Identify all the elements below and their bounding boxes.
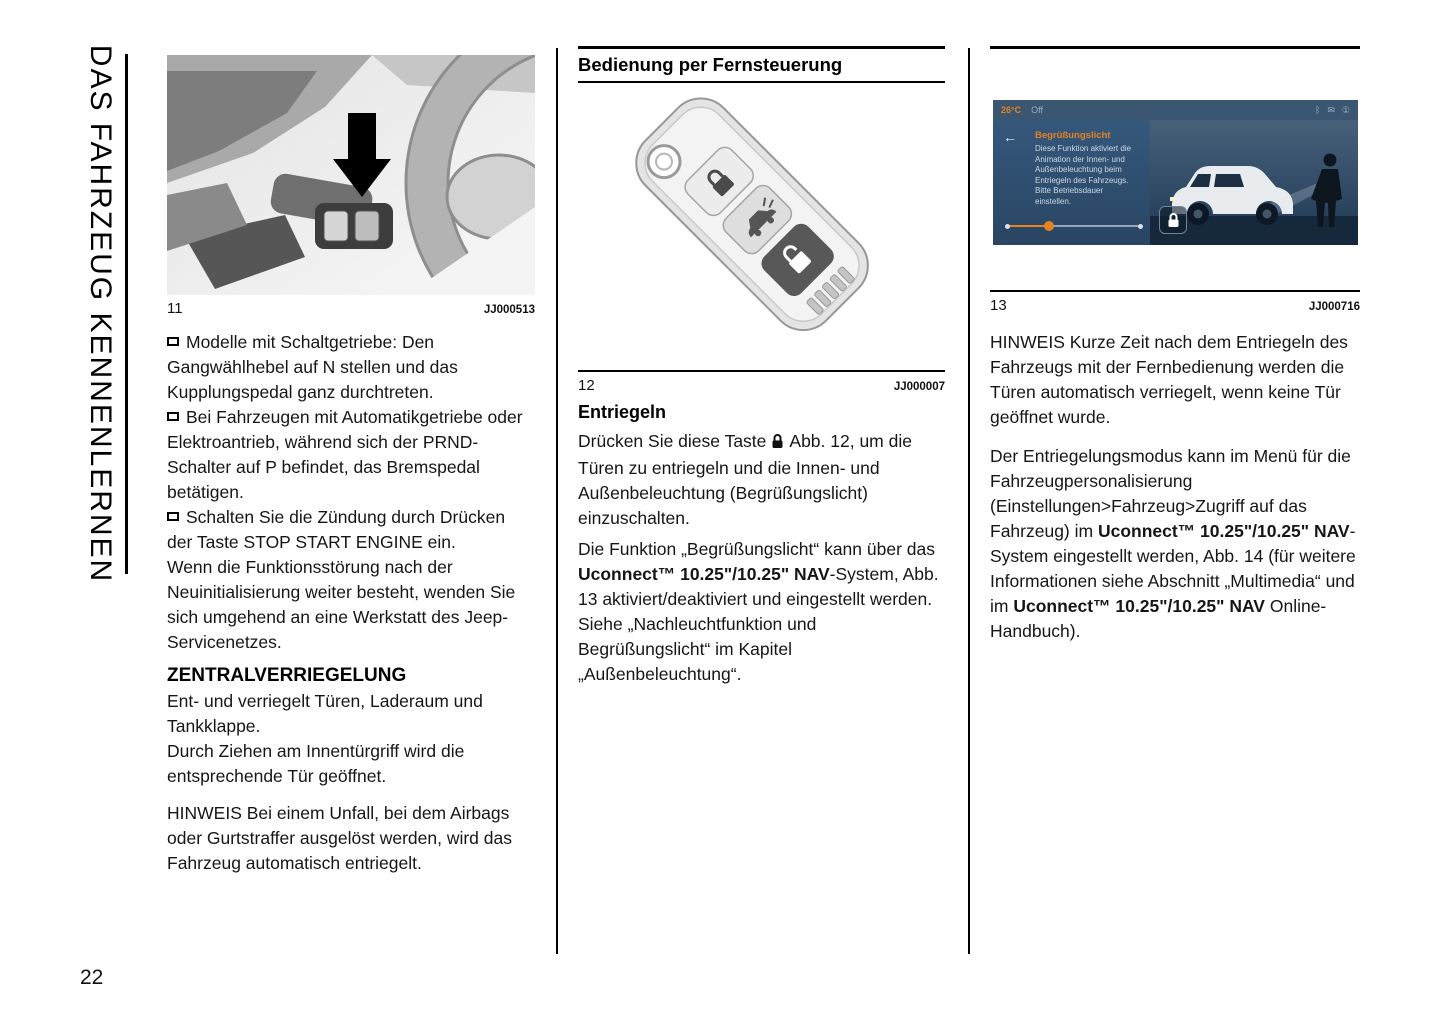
text-run-bold: Uconnect™ 10.25"/10.25" NAV xyxy=(1013,596,1265,616)
paragraph-service-note: Wenn die Funktionsstörung nach der Neuinitialisierung weiter besteht, wenden Sie sich umgehend an eine Werkstatt des Jeep-Servicenetzes. xyxy=(167,557,516,652)
section-rule-top xyxy=(990,46,1360,49)
column-left-text xyxy=(167,330,535,876)
uconnect-photo xyxy=(1150,120,1358,245)
paragraph-unlock-mode xyxy=(990,444,1360,644)
column-middle-text xyxy=(578,429,945,687)
text-run: -System eingestellt werden, Abb. 14 (für weitere Informationen siehe Abschnitt „Multimedia“ und im xyxy=(990,521,1356,616)
paragraph-uconnect xyxy=(578,537,945,687)
bluetooth-icon: ᛒ xyxy=(1314,104,1321,115)
column-right-text xyxy=(990,330,1360,644)
uconnect-setting-description: Diese Funktion aktiviert die Animation der Innen- und Außenbeleuchtung beim Entriegeln des Fahrzeugs. Bitte Betriebsdauer einstellen. xyxy=(1035,144,1132,206)
column-right xyxy=(990,46,1360,644)
figure-code: JJ000716 xyxy=(1308,301,1360,313)
slider-fill xyxy=(1007,225,1049,227)
slider-end-right xyxy=(1138,224,1143,229)
list-item xyxy=(167,330,535,405)
lock-tile xyxy=(1159,206,1187,234)
figure-caption xyxy=(990,290,1360,314)
list-item xyxy=(167,405,535,505)
temperature-reading: 26°C xyxy=(1001,105,1022,115)
back-arrow-icon: ← xyxy=(1003,129,1017,145)
bullet-square-icon xyxy=(167,337,179,346)
lock-icon xyxy=(771,431,784,456)
text-run: Die Funktion „Begrüßungslicht“ kann über das xyxy=(578,539,935,559)
bullet-text: Modelle mit Schaltgetriebe: Den Gangwählhebel auf N stellen und das Kupplungspedal ganz durchtreten. xyxy=(167,332,458,402)
chapter-title-rule xyxy=(125,54,128,574)
figure-number: 12 xyxy=(578,377,595,394)
text-run: -System, Abb. 13 aktiviert/deaktiviert und eingestellt werden. Siehe „Nachleuchtfunktion und Begrüßungslicht“ im Kapitel „Außenbeleuchtung“. xyxy=(578,564,939,684)
figure-11 xyxy=(167,55,535,317)
bullet-square-icon xyxy=(167,412,179,421)
dashboard-illustration xyxy=(167,55,535,295)
page-number: 22 xyxy=(80,966,104,989)
figure-number: 11 xyxy=(167,300,183,317)
uconnect-status-bar xyxy=(993,100,1358,120)
text-run: Drücken Sie diese Taste xyxy=(578,431,767,451)
lock-icon xyxy=(1167,212,1180,228)
figure-caption xyxy=(167,300,535,317)
text-run-bold: Uconnect™ 10.25"/10.25" NAV xyxy=(578,564,830,584)
uconnect-setting-title: Begrüßungslicht xyxy=(1035,130,1111,141)
column-separator-1 xyxy=(556,48,558,954)
paragraph-hinweis: HINWEIS Kurze Zeit nach dem Entriegeln des Fahrzeugs mit der Fernbedienung werden die Türen automatisch verriegelt, wenn keine Tür geöffnet wurde. xyxy=(990,332,1348,427)
paragraph-locks: Ent- und verriegelt Türen, Laderaum und Tankklappe. xyxy=(167,691,483,736)
list-item xyxy=(167,505,535,555)
section-heading-zentralverriegelung: ZENTRALVERRIEGELUNG xyxy=(167,665,407,686)
status-icons xyxy=(1315,105,1350,116)
section-rule-bottom xyxy=(578,81,945,83)
figure-12 xyxy=(578,95,945,394)
uconnect-screenshot xyxy=(993,100,1358,245)
figure-13 xyxy=(990,100,1360,314)
uconnect-settings-panel xyxy=(993,120,1150,245)
subheading-entriegeln: Entriegeln xyxy=(578,402,667,422)
figure-code: JJ000007 xyxy=(893,381,945,393)
bullet-text: Schalten Sie die Zündung durch Drücken der Taste STOP START ENGINE ein. xyxy=(167,507,506,552)
text-run: Online-Handbuch). xyxy=(990,596,1327,641)
paragraph-unlock xyxy=(578,429,945,531)
figure-number: 13 xyxy=(990,297,1007,314)
messages-icon: ✉ xyxy=(1327,104,1335,115)
climate-off-label: Off xyxy=(1031,105,1043,115)
profile-icon: ① xyxy=(1341,104,1350,115)
text-run: Abb. 12, um die Türen zu entriegeln und die Innen- und Außenbeleuchtung (Begrüßungslicht) einzuschalten. xyxy=(578,431,912,528)
key-fob-illustration xyxy=(578,95,945,363)
bullet-text: Bei Fahrzeugen mit Automatikgetriebe oder Elektroantrieb, während sich der PRND-Schalter auf P befindet, das Bremspedal betätigen. xyxy=(167,407,523,502)
text-run-bold: Uconnect™ 10.25"/10.25" NAV xyxy=(1097,521,1350,541)
duration-slider xyxy=(1007,221,1141,231)
figure-caption xyxy=(578,370,945,394)
column-left xyxy=(167,55,535,876)
column-separator-2 xyxy=(968,48,970,954)
paragraph-hinweis: HINWEIS Bei einem Unfall, bei dem Airbags oder Gurtstraffer ausgelöst werden, wird das Fahrzeug automatisch entriegelt. xyxy=(167,803,512,873)
section-heading-fernsteuerung: Bedienung per Fernsteuerung xyxy=(578,54,843,75)
slider-end-left xyxy=(1005,224,1010,229)
bullet-square-icon xyxy=(167,512,179,521)
slider-knob xyxy=(1044,221,1054,231)
paragraph-door: Durch Ziehen am Innentürgriff wird die entsprechende Tür geöffnet. xyxy=(167,741,465,786)
chapter-title-vertical: DAS FAHRZEUG KENNENLERNEN xyxy=(84,44,117,584)
figure-code: JJ000513 xyxy=(483,304,535,316)
text-run: Der Entriegelungsmodus kann im Menü für die Fahrzeugpersonalisierung (Einstellungen>Fahrzeug>Zugriff auf das Fahrzeug) im xyxy=(990,446,1351,541)
column-middle xyxy=(578,46,945,687)
